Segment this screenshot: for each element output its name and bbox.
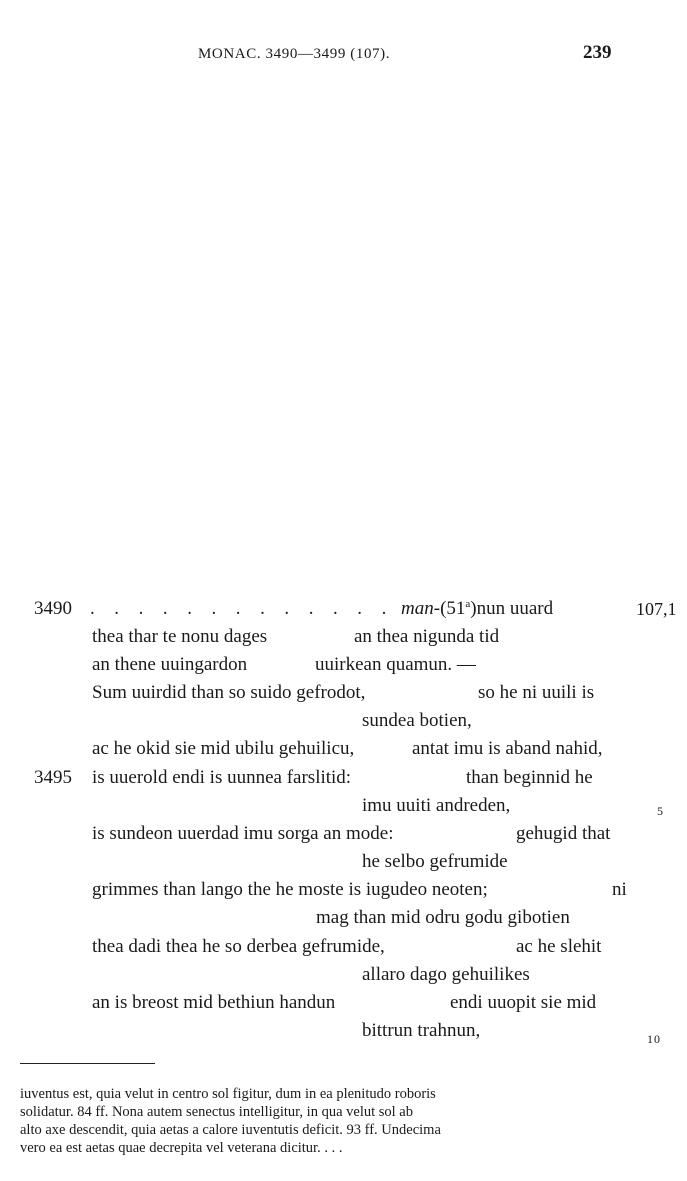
footnote-line-3: alto axe descendit, quia aetas a calore iuventutis deficit. 93 ff. Undecima xyxy=(20,1122,441,1138)
verse-line-3494-a: ac he okid sie mid ubilu gehuilicu, xyxy=(92,738,355,759)
verse-line-3491-a: thea thar te nonu dages xyxy=(92,626,268,647)
verse-line-3490-end xyxy=(401,597,553,621)
page-number: 239 xyxy=(583,42,612,63)
verse-line-3497-c: mag than mid odru godu gibotien xyxy=(316,907,570,928)
margin-line-count-10: 10 xyxy=(647,1032,661,1046)
verse-line-3495-b: than beginnid he xyxy=(466,767,593,788)
folio-reference: (51 xyxy=(440,598,466,619)
verse-line-3492-b: uuirkean quamun. — xyxy=(315,654,476,675)
verse-line-3499-b: endi uuopit sie mid xyxy=(450,992,597,1013)
running-title: MONAC. 3490—3499 (107). xyxy=(198,46,391,62)
footnote-rule xyxy=(20,1063,155,1064)
verse-line-3499-c: bittrun trahnun, xyxy=(362,1020,481,1041)
line-number-3495: 3495 xyxy=(34,767,72,788)
verse-line-3495-a: is uuerold endi is uunnea farslitid: xyxy=(92,767,352,788)
verse-line-3498-c: allaro dago gehuilikes xyxy=(362,964,530,985)
footnote-line-2: solidatur. 84 ff. Nona autem senectus intelligitur, in qua velut sol ab xyxy=(20,1104,413,1120)
verse-line-3498-a: thea dadi thea he so derbea gefrumide, xyxy=(92,936,385,957)
verse-line-3497-b: ni xyxy=(612,879,627,900)
line-number-3490: 3490 xyxy=(34,598,72,619)
verse-line-3499-a: an is breost mid bethiun handun xyxy=(92,992,336,1013)
verse-line-3490-rest: )nun uuard xyxy=(470,598,554,619)
verse-line-3493-a: Sum uuirdid than so suido gefrodot, xyxy=(92,682,366,703)
folio-reference-sup: a xyxy=(465,598,471,610)
verse-line-3496-c: he selbo gefrumide xyxy=(362,851,508,872)
verse-line-3493-c: sundea botien, xyxy=(362,710,472,731)
footnote-line-1: iuventus est, quia velut in centro sol figitur, dum in ea plenitudo roboris xyxy=(20,1086,436,1102)
verse-line-3497-a: grimmes than lango the he moste is iugudeo neoten; xyxy=(92,879,488,900)
margin-line-count-5: 5 xyxy=(657,804,664,818)
lacuna-dots: . . . . . . . . . . . . . xyxy=(90,598,394,619)
verse-line-3493-b: so he ni uuili is xyxy=(478,682,595,703)
verse-line-3496-a: is sundeon uuerdad imu sorga an mode: xyxy=(92,823,394,844)
verse-line-3498-b: ac he slehit xyxy=(516,936,602,957)
verse-line-3495-c: imu uuiti andreden, xyxy=(362,795,511,816)
verse-line-3494-b: antat imu is aband nahid, xyxy=(412,738,603,759)
verse-italic-fragment: man- xyxy=(401,598,441,619)
margin-reference: 107,1 xyxy=(636,599,677,619)
verse-line-3492-a: an thene uuingardon xyxy=(92,654,248,675)
verse-line-3496-b: gehugid that xyxy=(516,823,611,844)
verse-line-3491-b: an thea nigunda tid xyxy=(354,626,500,647)
footnote-line-4: vero ea est aetas quae decrepita vel veterana dicitur. . . . xyxy=(20,1140,343,1156)
